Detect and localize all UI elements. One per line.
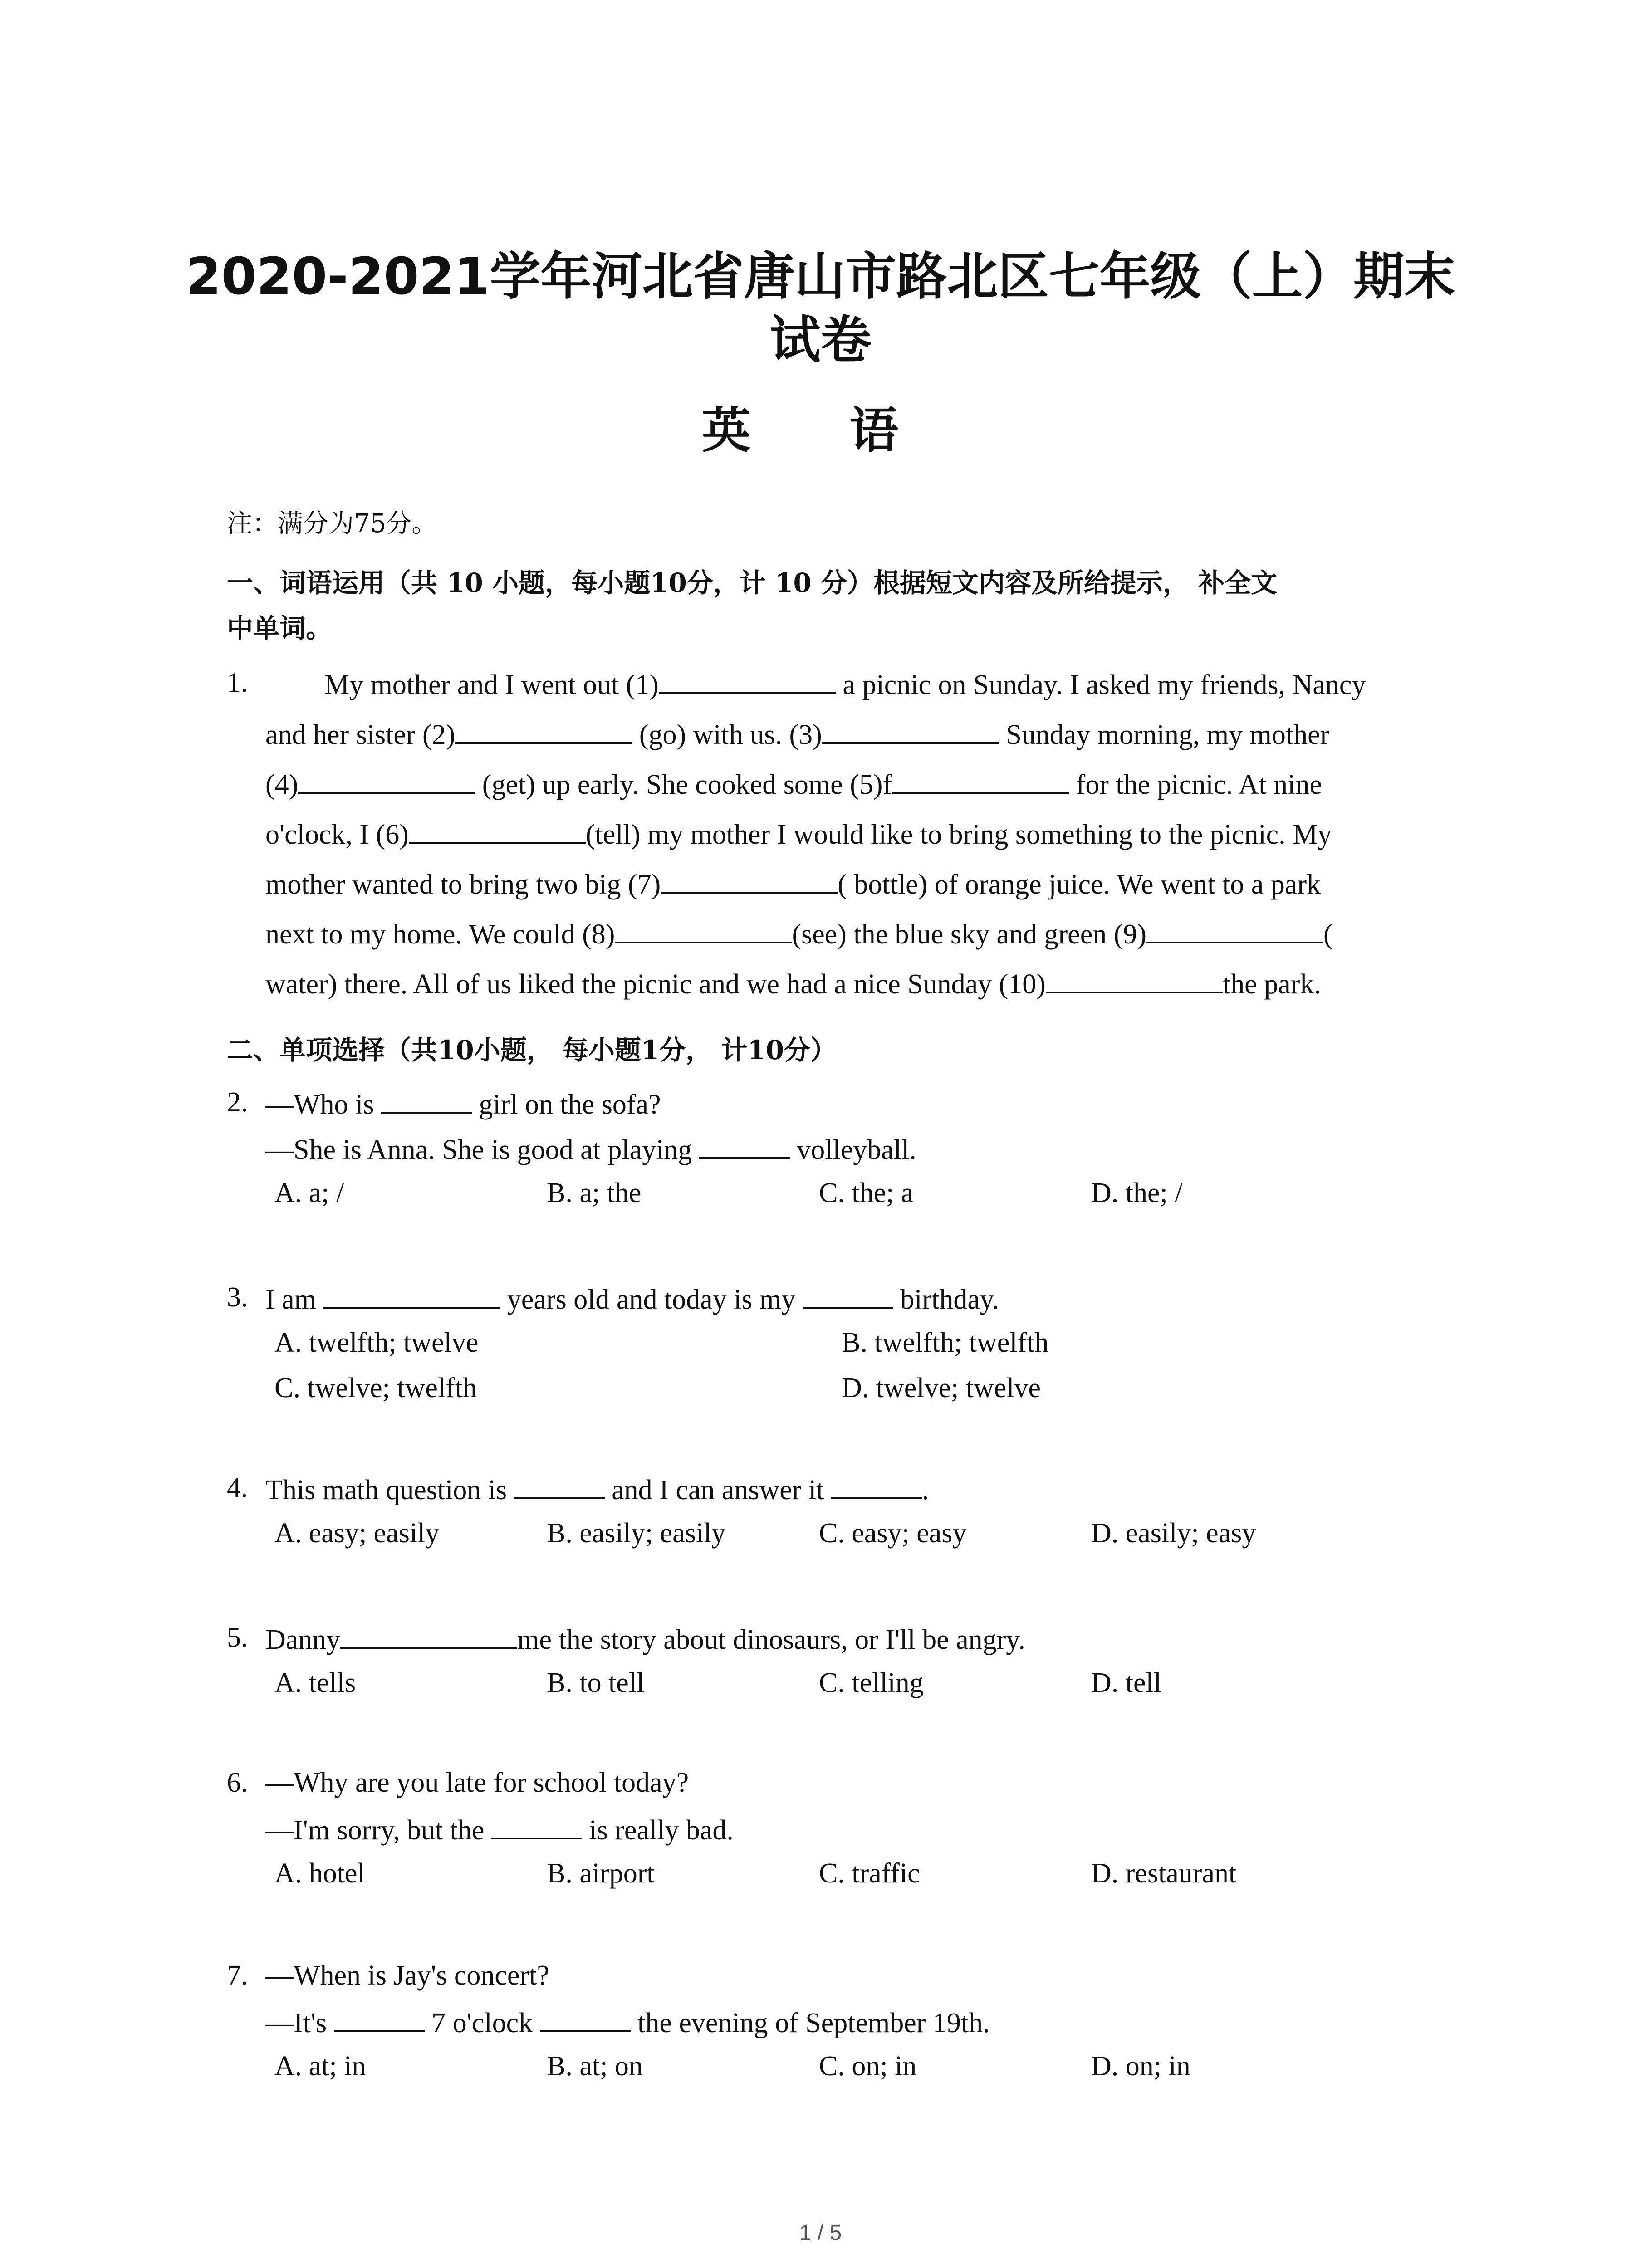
question-6-stem-line-1: —Why are you late for school today? xyxy=(265,1767,689,1798)
option-c[interactable]: C. twelve; twelfth xyxy=(274,1373,477,1403)
section-1-heading-line-2: 中单词。 xyxy=(227,613,333,644)
answer-blank[interactable] xyxy=(699,1132,790,1159)
option-a[interactable]: A. easy; easily xyxy=(274,1518,440,1549)
option-d[interactable]: D. the; / xyxy=(1091,1178,1183,1208)
question-5-stem: Danny me the story about dinosaurs, or I'll be angry. xyxy=(265,1622,1025,1656)
question-4-stem: This math question is and I can answer it . xyxy=(265,1472,929,1506)
question-number-6: 6. xyxy=(227,1767,248,1798)
option-d[interactable]: D. on; in xyxy=(1091,2051,1190,2082)
option-d[interactable]: D. twelve; twelve xyxy=(842,1373,1041,1403)
option-b[interactable]: B. to tell xyxy=(547,1667,645,1698)
answer-blank-5[interactable] xyxy=(892,767,1069,794)
passage-line-6: next to my home. We could (8) (see) the blue sky and green (9) ( xyxy=(265,916,1333,951)
section-1-heading-line-1: 一、词语运用（共 10 小题，每小题10分，计 10 分）根据短文内容及所给提示， 补全文 xyxy=(227,567,1278,598)
question-number-5: 5. xyxy=(227,1622,248,1653)
answer-blank-2[interactable] xyxy=(455,717,632,744)
option-c[interactable]: C. traffic xyxy=(819,1858,920,1889)
question-number-7: 7. xyxy=(227,1960,248,1991)
question-2-stem-line-1: —Who is girl on the sofa? xyxy=(265,1086,661,1121)
passage-line-7: water) there. All of us liked the picnic and we had a nice Sunday (10) the park. xyxy=(265,966,1321,1001)
option-b[interactable]: B. at; on xyxy=(547,2051,643,2082)
option-c[interactable]: C. the; a xyxy=(819,1178,914,1208)
answer-blank[interactable] xyxy=(323,1281,500,1309)
option-a[interactable]: A. twelfth; twelve xyxy=(274,1327,479,1358)
answer-blank[interactable] xyxy=(334,2005,425,2032)
option-b[interactable]: B. easily; easily xyxy=(547,1518,726,1549)
option-c[interactable]: C. on; in xyxy=(819,2051,917,2082)
option-c[interactable]: C. easy; easy xyxy=(819,1518,967,1549)
question-3-stem: I am years old and today is my birthday. xyxy=(265,1281,999,1316)
passage-line-5: mother wanted to bring two big (7) ( bottle) of orange juice. We went to a park xyxy=(265,866,1321,901)
option-d[interactable]: D. restaurant xyxy=(1091,1858,1237,1889)
answer-blank[interactable] xyxy=(381,1086,472,1114)
answer-blank[interactable] xyxy=(540,2005,631,2032)
answer-blank-4[interactable] xyxy=(298,767,475,794)
passage-line-4: o'clock, I (6) (tell) my mother I would like to bring something to the picnic. My xyxy=(265,816,1332,851)
question-7-stem-line-1: —When is Jay's concert? xyxy=(265,1960,549,1991)
option-a[interactable]: A. at; in xyxy=(274,2051,366,2082)
answer-blank-10[interactable] xyxy=(1046,966,1223,993)
answer-blank[interactable] xyxy=(831,1472,922,1499)
question-number-1: 1. xyxy=(227,667,248,698)
passage-line-1: My mother and I went out (1) a picnic on Sunday. I asked my friends, Nancy xyxy=(324,667,1366,701)
answer-blank[interactable] xyxy=(491,1812,582,1839)
exam-title-line-2: 试卷 xyxy=(769,311,872,370)
option-a[interactable]: A. a; / xyxy=(274,1178,344,1208)
question-number-2: 2. xyxy=(227,1087,248,1118)
question-7-stem-line-2: —It's 7 o'clock the evening of September 19th. xyxy=(265,2005,990,2039)
score-note: 注：满分为75分。 xyxy=(227,509,437,538)
option-b[interactable]: B. twelfth; twelfth xyxy=(842,1327,1049,1358)
question-number-4: 4. xyxy=(227,1472,248,1503)
option-b[interactable]: B. airport xyxy=(547,1858,655,1889)
answer-blank-3[interactable] xyxy=(822,717,999,744)
option-a[interactable]: A. hotel xyxy=(274,1858,365,1889)
answer-blank-8[interactable] xyxy=(615,916,792,943)
page-number: 1 / 5 xyxy=(799,2221,842,2245)
option-d[interactable]: D. tell xyxy=(1091,1667,1161,1698)
exam-title-line-1: 2020-2021学年河北省唐山市路北区七年级（上）期末 xyxy=(186,247,1455,306)
answer-blank-9[interactable] xyxy=(1146,916,1323,943)
passage-line-3: (4) (get) up early. She cooked some (5)f for the picnic. At nine xyxy=(265,767,1322,801)
subject-title: 英 语 xyxy=(701,402,940,459)
answer-blank-7[interactable] xyxy=(661,866,838,894)
answer-blank[interactable] xyxy=(340,1622,517,1649)
answer-blank[interactable] xyxy=(803,1281,893,1309)
answer-blank-6[interactable] xyxy=(409,816,586,844)
question-number-3: 3. xyxy=(227,1282,248,1313)
option-d[interactable]: D. easily; easy xyxy=(1091,1518,1256,1549)
section-2-heading: 二、单项选择（共10小题， 每小题1分， 计10分） xyxy=(227,1035,837,1066)
option-c[interactable]: C. telling xyxy=(819,1667,924,1698)
answer-blank-1[interactable] xyxy=(659,667,836,694)
passage-line-2: and her sister (2) (go) with us. (3) Sunday morning, my mother xyxy=(265,717,1329,751)
option-a[interactable]: A. tells xyxy=(274,1667,356,1698)
question-2-stem-line-2: —She is Anna. She is good at playing volleyball. xyxy=(265,1132,916,1166)
answer-blank[interactable] xyxy=(514,1472,605,1499)
question-6-stem-line-2: —I'm sorry, but the is really bad. xyxy=(265,1812,734,1847)
option-b[interactable]: B. a; the xyxy=(547,1178,642,1208)
